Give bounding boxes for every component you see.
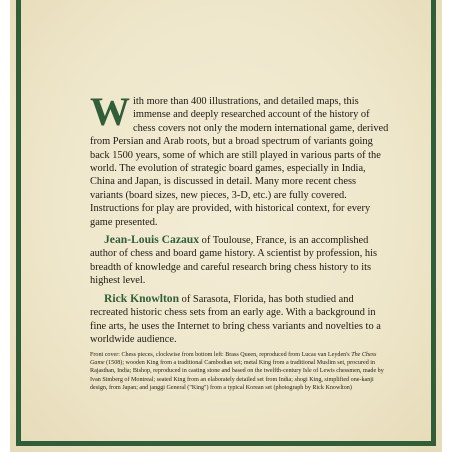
author-bio-knowlton [90,292,390,347]
credits-painting-title: The Chess Game [90,352,377,367]
credits-text-2: (1508); wooden King from a traditional Cambodian set; metal King from a traditional Muslim set, procured in Rajasthan, India; Bishop, reproduced in casting stone and based on the twelfth-century Isle of Lewis chessmen, made by Ivan Simberg of Montreal; seated King from an elaborately detailed set from India; shogi King, simplified one-kanji design, from Japan; and janggi General ("King") from a typical Korean set (photograph by Rick Knowlton) [90,360,384,391]
cover-credits [90,351,390,392]
author-name-cazaux: Jean-Louis Cazaux [104,233,200,247]
back-cover [10,0,442,452]
description-text: ith more than 400 illustrations, and detailed maps, this immense and deeply researched account of the history of chess covers not only the modern international game, derived from Persian and Arab roots, but a broad spectrum of variants going back 1500 years, some of which are still played in various parts of the world. The evolution of strategic board games, especially in India, China and Japan, is discussed in detail. Many more recent chess variants (board sizes, new pieces, 3-D, etc.) are fully covered. Instructions for play are provided, with historical context, for every game presented. [90,96,389,228]
blurb-column [90,89,390,350]
drop-cap: W [90,89,130,134]
author-bio-cazaux [90,233,390,288]
author-bio-text-cazaux: of Toulouse, France, is an accomplished author of chess and board game history. A scientist by profession, his breadth of knowledge and careful research bring chess history to its highest level. [90,235,378,287]
author-name-knowlton: Rick Knowlton [104,291,180,305]
author-bio-text-knowlton: of Sarasota, Florida, has both studied and recreated historic chess sets from an early age. With a background in fine arts, he uses the Internet to bring chess variants and novelties to a worldwide audience. [90,293,381,345]
credits-text-1: Front cover: Chess pieces, clockwise from bottom left: Brass Queen, reproduced from Lucas van Leyden's [90,352,350,358]
description-paragraph [90,89,390,229]
